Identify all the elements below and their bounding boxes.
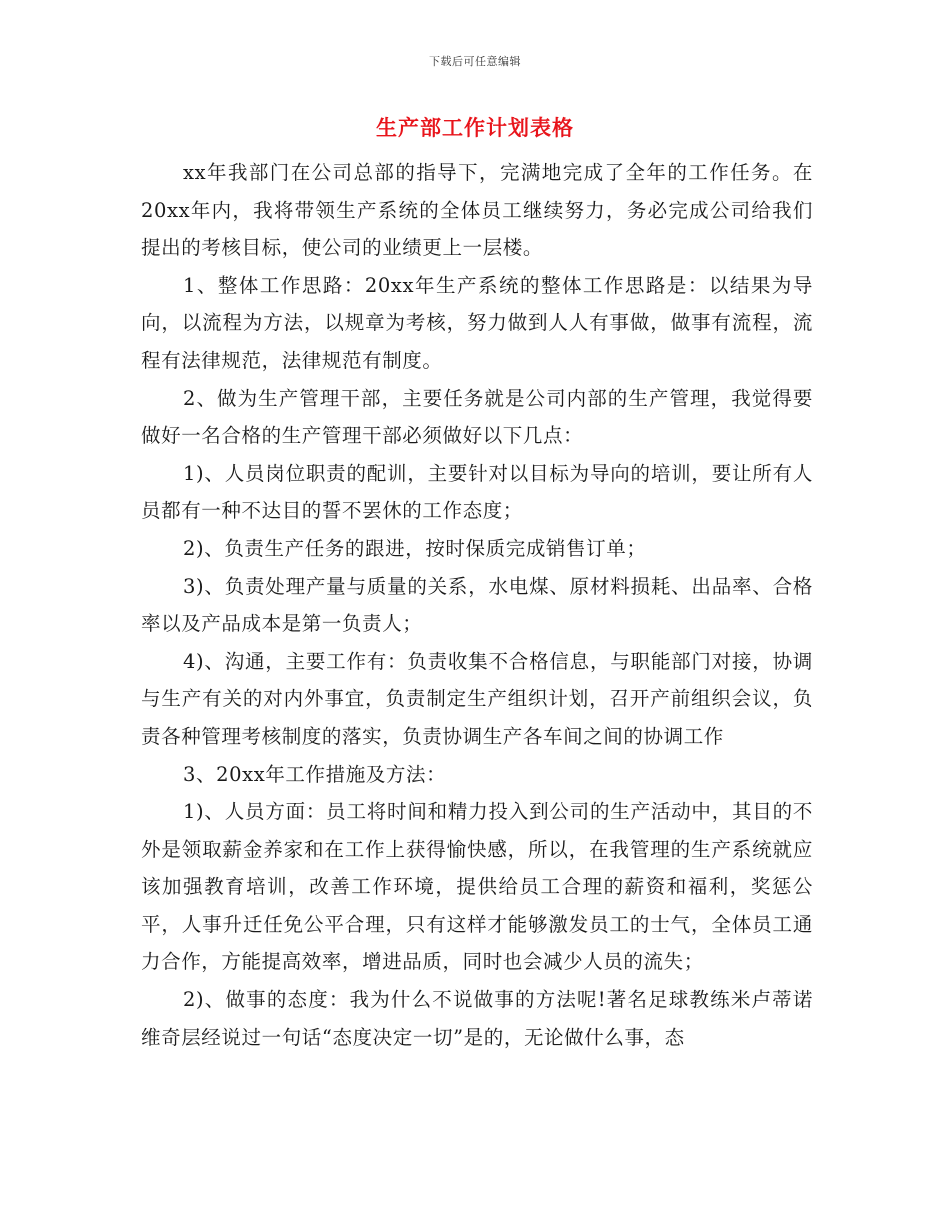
paragraph-intro: xx年我部门在公司总部的指导下，完满地完成了全年的工作任务。在20xx年内，我将带领生产系统的全体员工继续努力，务必完成公司给我们提出的考核目标，使公司的业绩更上一层楼。 [141,161,813,260]
paragraph-duty-quality: 3)、负责处理产量与质量的关系，水电煤、原材料损耗、出品率、合格率以及产品成本是第一负责人； [141,574,813,636]
paragraph-measures-heading: 3、20xx年工作措施及方法： [183,762,447,786]
paragraph-duty-follow-up: 2)、负责生产任务的跟进，按时保质完成销售订单； [183,536,647,560]
paragraph-measures-attitude: 2)、做事的态度：我为什么不说做事的方法呢!著名足球教练米卢蒂诺维奇层经说过一句话“态度决定一切”是的，无论做什么事，态 [141,988,813,1049]
paragraph-management-duties: 2、做为生产管理干部，主要任务就是公司内部的生产管理，我觉得要做好一名合格的生产管理干部必须做好以下几点： [141,386,813,448]
document-body [141,154,813,1056]
paragraph-overall-approach: 1、整体工作思路：20xx年生产系统的整体工作思路是：以结果为导向，以流程为方法，以规章为考核，努力做到人人有事做，做事有流程，流程有法律规范，法律规范有制度。 [141,273,813,372]
header-note: 下载后可任意编辑 [429,55,521,68]
document-title: 生产部工作计划表格 [376,115,574,140]
paragraph-duty-training: 1)、人员岗位职责的配训，主要针对以目标为导向的培训，要让所有人员都有一种不达目的誓不罢休的工作态度； [141,461,813,523]
paragraph-duty-communication: 4)、沟通，主要工作有：负责收集不合格信息，与职能部门对接，协调与生产有关的对内外事宜，负责制定生产组织计划，召开产前组织会议，负责各种管理考核制度的落实，负责协调生产各车间之间的协调工作 [141,649,813,748]
paragraph-measures-personnel: 1)、人员方面：员工将时间和精力投入到公司的生产活动中，其目的不外是领取薪金养家和在工作上获得愉快感，所以，在我管理的生产系统就应该加强教育培训，改善工作环境，提供给员工合理的薪资和福利，奖惩公平，人事升迁任免公平合理，只有这样才能够激发员工的士气，全体员工通力合作，方能提高效率，增进品质，同时也会减少人员的流失； [141,800,813,974]
